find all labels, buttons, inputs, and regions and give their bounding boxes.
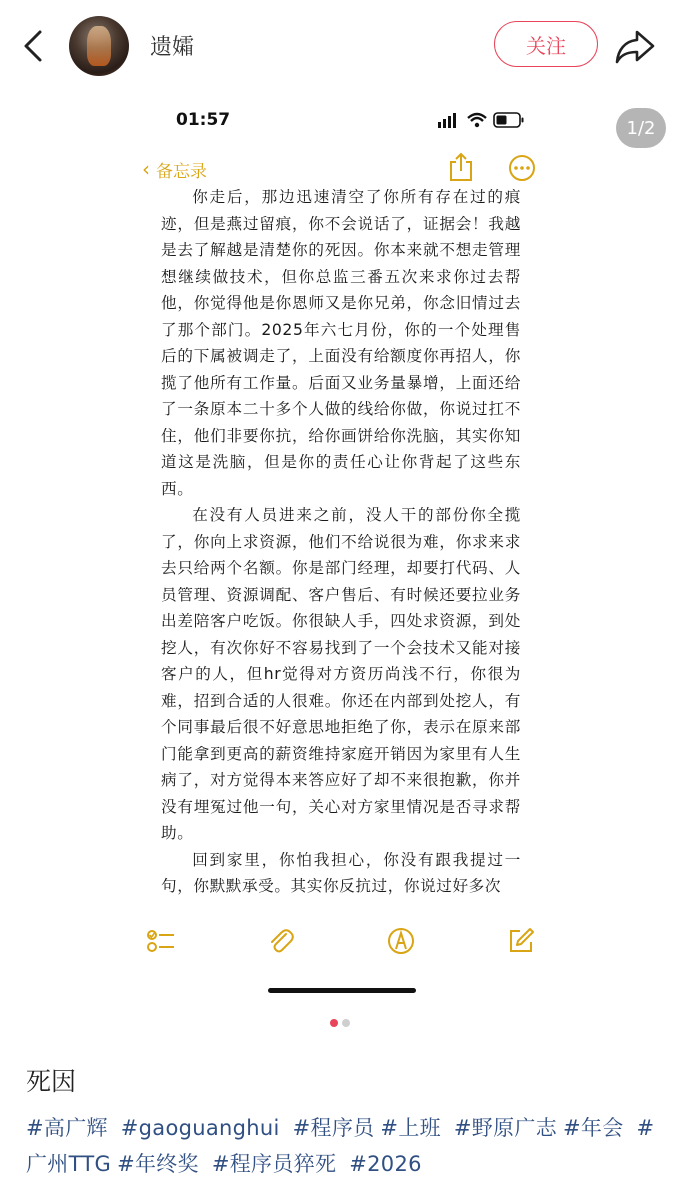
avatar[interactable] bbox=[69, 16, 129, 76]
carousel-dot[interactable] bbox=[342, 1019, 350, 1027]
note-body bbox=[161, 184, 521, 900]
screenshot-image bbox=[128, 92, 555, 1004]
post-image-carousel[interactable] bbox=[0, 92, 683, 1042]
notes-back-button[interactable] bbox=[142, 156, 207, 182]
hashtag[interactable]: #广州TTG bbox=[26, 1116, 655, 1176]
hashtag[interactable]: #程序员猝死 bbox=[211, 1152, 337, 1176]
signal-icon bbox=[438, 113, 456, 128]
image-page-counter: 1/2 bbox=[616, 108, 666, 148]
hashtag[interactable]: #年会 bbox=[563, 1116, 624, 1140]
back-button[interactable] bbox=[18, 26, 54, 66]
username[interactable]: 遗孀 bbox=[150, 35, 195, 60]
checklist-icon[interactable] bbox=[146, 926, 176, 956]
top-bar bbox=[0, 0, 683, 92]
share-note-icon[interactable] bbox=[448, 152, 474, 182]
hashtag[interactable]: #上班 bbox=[380, 1116, 441, 1140]
follow-button[interactable]: 关注 bbox=[494, 21, 598, 67]
notes-toolbar bbox=[146, 926, 536, 962]
markup-icon[interactable] bbox=[386, 926, 416, 956]
hashtag[interactable]: #2026 bbox=[349, 1152, 422, 1176]
carousel-dot-active[interactable] bbox=[330, 1019, 338, 1027]
hashtag[interactable]: #高广辉 bbox=[26, 1116, 108, 1140]
attachment-icon[interactable] bbox=[266, 926, 296, 956]
status-icons bbox=[438, 110, 528, 130]
note-paragraph: 回到家里，你怕我担心，你没有跟我提过一句，你默默承受。其实你反抗过，你说过好多次 bbox=[161, 850, 521, 895]
chevron-left-icon: ‹ bbox=[142, 157, 150, 181]
carousel-dots bbox=[330, 1019, 350, 1027]
hashtag-list bbox=[26, 1110, 666, 1182]
note-paragraph: 在没有人员进来之前，没人干的部份你全揽了，你向上求资源，他们不给说很为难，你求来求去只给两个名额。你是部门经理，却要打代码、人员管理、资源调配、客户售后、有时候还要拉业务出差陪客户吃饭。你很缺人手，四处求资源，到处挖人，有次你好不容易找到了一个会技术又能对接客户的人，但hr觉得对方资历尚浅不行，你很为难，招到合适的人很难。你还在内部到处挖人，有个同事最后很不好意思地拒绝了你，表示在原来部门能拿到更高的薪资维持家庭开销因为家里有人生病了，对方觉得本来答应好了却不来很抱歉，你并没有埋冤过他一句，关心对方家里情况是否寻求帮助。 bbox=[161, 506, 521, 842]
notes-back-label: 备忘录 bbox=[156, 161, 207, 182]
chevron-left-icon bbox=[18, 26, 54, 66]
home-indicator bbox=[268, 988, 416, 993]
hashtag[interactable]: #程序员 bbox=[292, 1116, 375, 1140]
post-title: 死因 bbox=[26, 1067, 77, 1096]
share-arrow-icon bbox=[613, 24, 657, 68]
more-options-icon[interactable] bbox=[508, 154, 536, 182]
hashtag[interactable]: #野原广志 bbox=[453, 1116, 558, 1140]
hashtag[interactable]: #gaoguanghui bbox=[120, 1116, 280, 1140]
compose-icon[interactable] bbox=[506, 926, 536, 956]
note-paragraph: 你走后，那边迅速清空了你所有存在过的痕迹，但是燕过留痕，你不会说话了，证据会！我越是去了解越是清楚你的死因。你本来就不想走管理想继续做技术，但你总监三番五次来求你过去帮他，你觉得他是你恩师又是你兄弟，你念旧情过去了那个部门。2025年六七月份，你的一个处理售后的下属被调走了，上面没有给额度你再招人，你揽了他所有工作量。后面又业务量暴增，上面还给了一条原本二十多个人做的线给你做，你说过扛不住，他们非要你抗，给你画饼给你洗脑，其实你知道这是洗脑，但是你的责任心让你背起了这些东西。 bbox=[161, 188, 521, 498]
wifi-icon bbox=[468, 114, 486, 127]
battery-icon bbox=[494, 113, 524, 127]
hashtag[interactable]: #年终奖 bbox=[117, 1152, 199, 1176]
status-time: 01:57 bbox=[176, 110, 231, 130]
share-button[interactable] bbox=[613, 24, 657, 68]
